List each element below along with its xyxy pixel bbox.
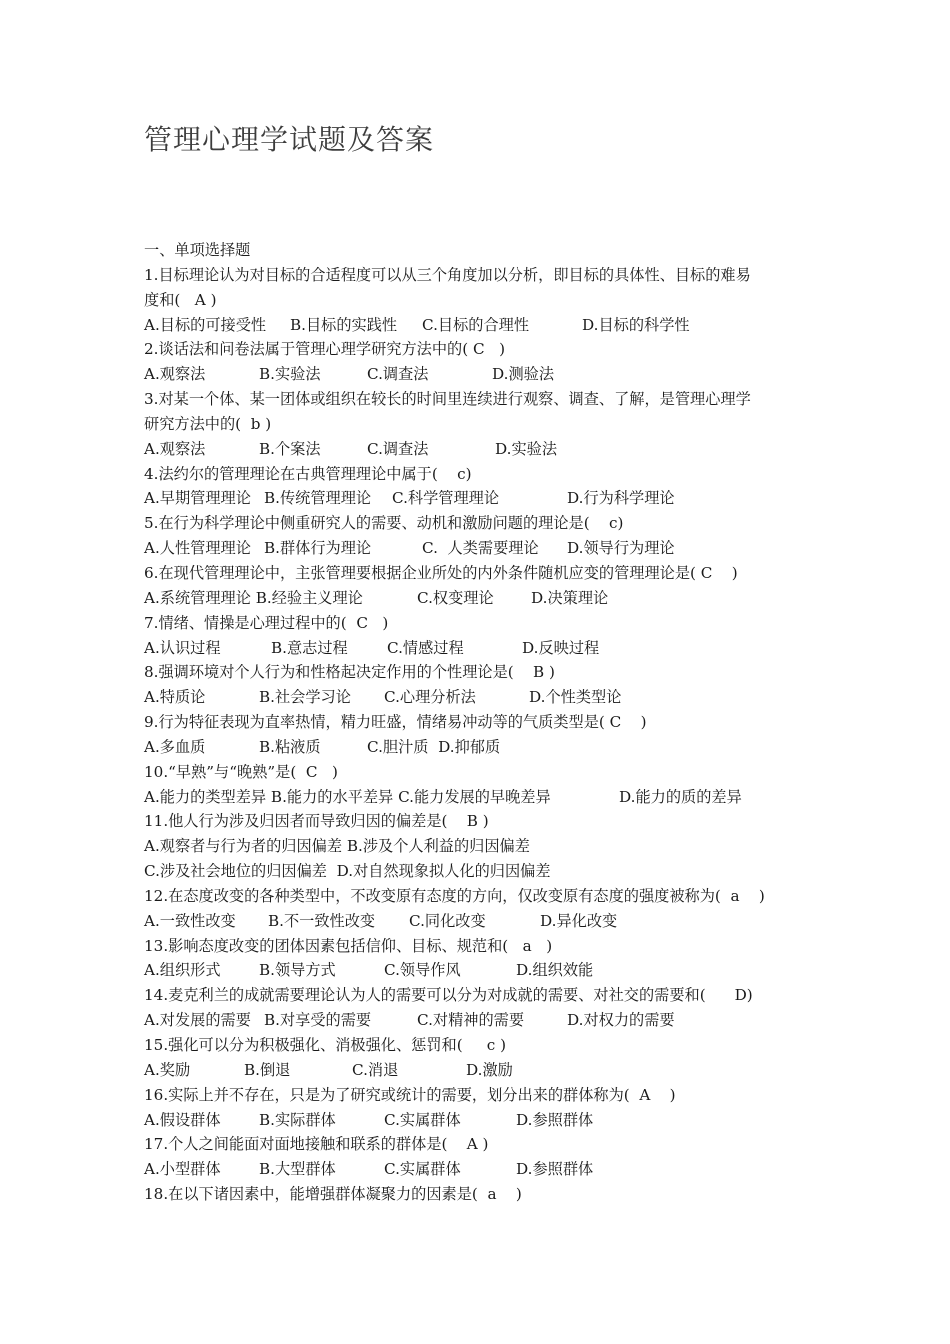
question-item [144,1033,824,1083]
answer-option: D.个性类型论 [529,688,622,707]
answer-option: D.参照群体 [516,1110,594,1129]
option-row [144,958,824,983]
answer-option: C.调查法 [367,439,429,458]
question-stem: 1.目标理论认为对目标的合适程度可以从三个角度加以分析，即目标的具体性、目标的难易 [144,265,751,284]
question-stem: 研究方法中的( b ) [144,414,272,433]
option-row [144,313,824,338]
answer-option: C.涉及社会地位的归因偏差 D.对自然现象拟人化的归因偏差 [144,862,551,881]
answer-option: D.目标的科学性 [582,315,690,334]
question-list [144,238,824,1207]
answer-option: C.目标的合理性 [422,315,530,334]
question-item [144,337,824,387]
answer-option: B.目标的实践性 [290,315,398,334]
answer-option: D.行为科学理论 [567,489,675,508]
answer-option: A.观察法 [144,365,206,384]
question-stem: 13.影响态度改变的团体因素包括信仰、目标、规范和( a ) [144,936,553,955]
question-item [144,934,824,984]
question-stem: 度和( A ) [144,290,217,309]
answer-option: B.倒退 [244,1060,291,1079]
answer-option: A.对发展的需要 [144,1011,251,1030]
document-title: 管理心理学试题及答案 [144,123,435,156]
answer-option: D.对权力的需要 [567,1011,675,1030]
answer-option: D.测验法 [492,365,555,384]
question-stem: 3.对某一个体、某一团体或组织在较长的时间里连续进行观察、调查、了解，是管理心理学 [144,390,751,409]
answer-option: B.对享受的需要 [264,1011,372,1030]
answer-option: A.多血质 [144,737,206,756]
question-stem: 16.实际上并不存在，只是为了研究或统计的需要，划分出来的群体称为( A ) [144,1085,676,1104]
question-item [144,809,824,884]
question-stem: 8.强调环境对个人行为和性格起决定作用的个性理论是( B ) [144,663,555,682]
section-heading: 一、单项选择题 [144,241,251,259]
option-row [144,1008,824,1033]
question-stem: 4.法约尔的管理理论在古典管理理论中属于( c) [144,464,472,483]
answer-option: C.胆汁质 D.抑郁质 [367,737,501,756]
answer-option: B.实验法 [259,365,321,384]
option-row [144,859,824,884]
answer-option: B.社会学习论 [259,688,351,707]
answer-option: A.观察者与行为者的归因偏差 B.涉及个人利益的归因偏差 [144,837,530,856]
answer-option: D.参照群体 [516,1160,594,1179]
answer-option: A.一致性改变 [144,911,236,930]
option-row [144,685,824,710]
answer-option: D.能力的质的差异 [619,787,742,806]
answer-option: A.认识过程 [144,638,221,657]
answer-option: C.同化改变 [409,911,486,930]
option-row [144,1058,824,1083]
answer-option: A.早期管理理论 [144,489,251,508]
question-item [144,511,824,561]
question-stem: 17.个人之间能面对面地接触和联系的群体是( A ) [144,1135,489,1154]
question-item [144,1083,824,1133]
option-row [144,437,824,462]
question-item [144,660,824,710]
answer-option: D.组织效能 [516,961,594,980]
answer-option: D.决策理论 [531,588,609,607]
answer-option: C.情感过程 [387,638,464,657]
answer-option: C.科学管理理论 [392,489,500,508]
answer-option: B.大型群体 [259,1160,336,1179]
answer-option: A.观察法 [144,439,206,458]
answer-option: A.组织形式 [144,961,221,980]
answer-option: C.实属群体 [384,1160,461,1179]
question-stem: 14.麦克利兰的成就需要理论认为人的需要可以分为对成就的需要、对社交的需要和( D) [144,986,753,1005]
question-item [144,710,824,760]
question-item [144,263,824,338]
answer-option: D.激励 [466,1060,513,1079]
answer-option: A.奖励 [144,1060,191,1079]
answer-option: B.群体行为理论 [264,539,372,558]
option-row [144,362,824,387]
question-stem: 11.他人行为涉及归因者而导致归因的偏差是( B ) [144,812,489,831]
answer-option: B.不一致性改变 [268,911,376,930]
question-stem: 18.在以下诸因素中，能增强群体凝聚力的因素是( a ) [144,1185,522,1204]
option-row [144,536,824,561]
answer-option: C.调查法 [367,365,429,384]
answer-option: B.个案法 [259,439,321,458]
question-item [144,884,824,934]
option-row [144,586,824,611]
answer-option: D.反映过程 [522,638,600,657]
question-item [144,1132,824,1182]
answer-option: A.目标的可接受性 [144,315,267,334]
question-item [144,611,824,661]
question-item [144,1182,824,1207]
answer-option: A.系统管理理论 B.经验主义理论 [144,588,363,607]
question-item [144,462,824,512]
option-row [144,785,824,810]
answer-option: C.消退 [352,1060,399,1079]
answer-option: A.小型群体 [144,1160,221,1179]
answer-option: C.领导作风 [384,961,461,980]
answer-option: D.领导行为理论 [567,539,675,558]
option-row [144,636,824,661]
answer-option: B.粘液质 [259,737,321,756]
answer-option: B.传统管理理论 [264,489,372,508]
question-item [144,387,824,462]
option-row [144,834,824,859]
answer-option: C.权变理论 [417,588,494,607]
question-item [144,983,824,1033]
option-row [144,486,824,511]
answer-option: C. 人类需要理论 [422,539,539,558]
question-stem: 9.行为特征表现为直率热情，精力旺盛，情绪易冲动等的气质类型是( C ) [144,713,647,732]
answer-option: A.假设群体 [144,1110,221,1129]
question-item [144,561,824,611]
answer-option: C.对精神的需要 [417,1011,525,1030]
answer-option: A.能力的类型差异 B.能力的水平差异 C.能力发展的早晚差异 [144,787,551,806]
option-row [144,735,824,760]
question-stem: 10.“早熟”与“晚熟”是( C ) [144,762,338,781]
answer-option: D.实验法 [495,439,558,458]
answer-option: B.意志过程 [271,638,348,657]
option-row [144,909,824,934]
answer-option: B.领导方式 [259,961,336,980]
question-stem: 6.在现代管理理论中，主张管理要根据企业所处的内外条件随机应变的管理理论是( C ) [144,563,738,582]
answer-option: D.异化改变 [540,911,618,930]
question-stem: 15.强化可以分为积极强化、消极强化、惩罚和( c ) [144,1036,507,1054]
answer-option: C.实属群体 [384,1110,461,1129]
answer-option: B.实际群体 [259,1110,336,1129]
question-stem: 12.在态度改变的各种类型中，不改变原有态度的方向，仅改变原有态度的强度被称为( a ) [144,886,765,905]
option-row [144,1157,824,1182]
question-item [144,760,824,810]
question-stem: 2.谈话法和问卷法属于管理心理学研究方法中的( C ) [144,340,506,359]
answer-option: A.人性管理理论 [144,539,251,558]
answer-option: C.心理分析法 [384,688,476,707]
option-row [144,1108,824,1133]
answer-option: A.特质论 [144,688,206,707]
question-stem: 5.在行为科学理论中侧重研究人的需要、动机和激励问题的理论是( c) [144,514,624,533]
question-stem: 7.情绪、情操是心理过程中的( C ) [144,613,389,632]
